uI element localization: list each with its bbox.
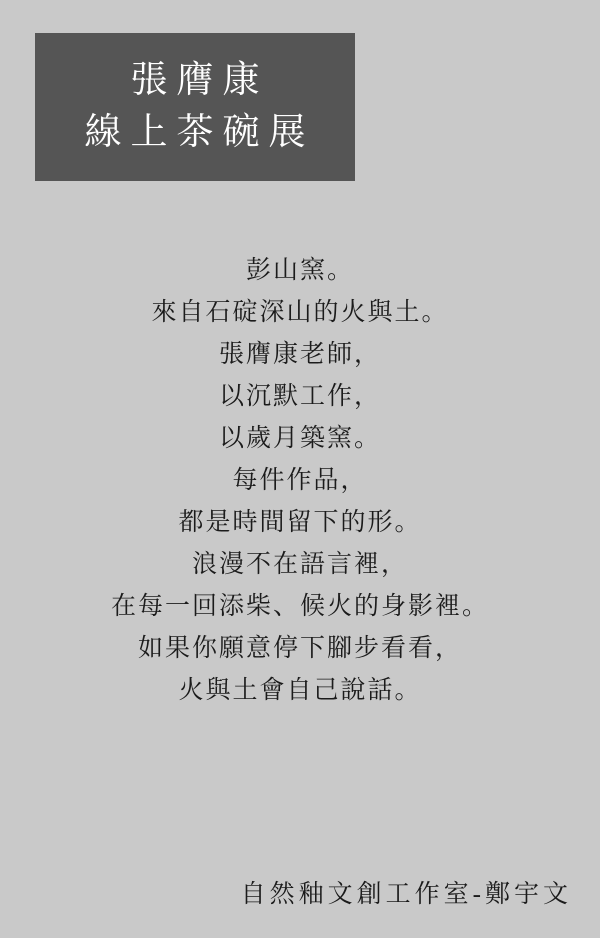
poster-body xyxy=(0,250,600,712)
body-line: 如果你願意停下腳步看看， xyxy=(137,635,462,662)
title-block xyxy=(35,33,355,181)
body-line: 來自石碇深山的火與土。 xyxy=(151,299,449,326)
poster-title-line-1: 張膺康 xyxy=(130,59,269,101)
body-line: 每件作品， xyxy=(232,467,368,494)
body-line: 以歲月築窯。 xyxy=(218,425,381,452)
body-line: 彭山窯。 xyxy=(245,257,354,284)
studio-signature: 自然釉文創工作室-鄭宇文 xyxy=(240,881,572,908)
body-line: 張膺康老師， xyxy=(218,341,381,368)
poster-title-line-2: 線上茶碗展 xyxy=(84,112,315,153)
body-line: 都是時間留下的形。 xyxy=(178,509,422,536)
body-line: 在每一回添柴、候火的身影裡。 xyxy=(110,593,489,620)
body-line: 以沉默工作， xyxy=(218,383,381,410)
body-line: 浪漫不在語言裡， xyxy=(191,551,408,578)
body-line: 火與土會自己說話。 xyxy=(178,677,422,704)
